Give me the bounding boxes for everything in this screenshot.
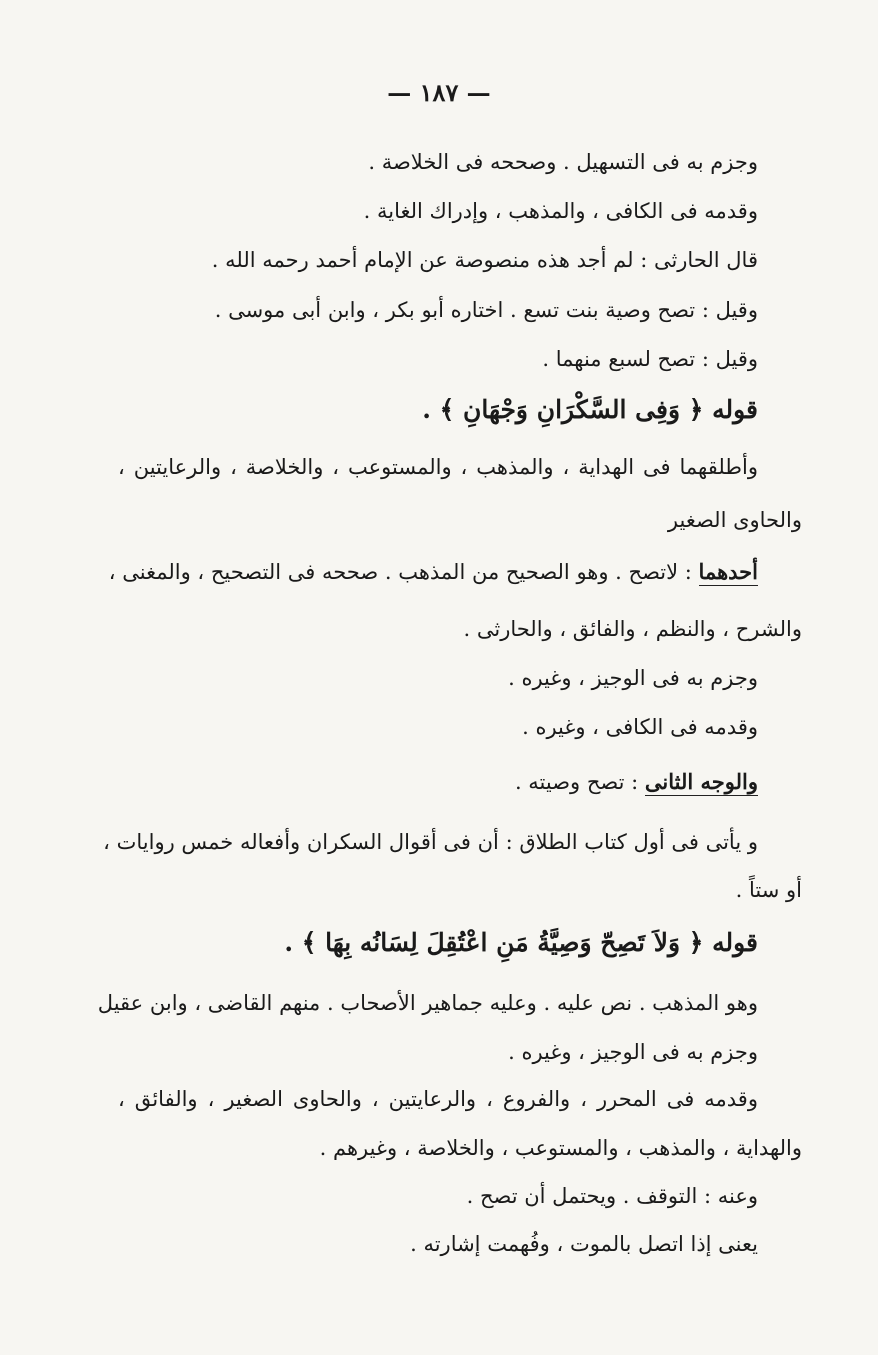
text-line-4: وقيل : تصح وصية بنت تسع . اختاره أبو بكر ، وابن أبى موسى . — [214, 298, 758, 322]
text-line-3: قال الحارثى : لم أجد هذه منصوصة عن الإمام أحمد رحمه الله . — [211, 248, 758, 272]
text-line-5: وقيل : تصح لسبع منهما . — [542, 347, 758, 371]
lead-term: أحدهما — [698, 559, 758, 584]
quote-heading-2: قوله ﴿ وَلاَ تَصِحّ وَصِيَّةُ مَنِ اعْتُقِلَ لِسَانُه بِهَا ﴾ . — [284, 928, 758, 957]
text-line-15: أو ستاً . — [735, 878, 802, 902]
text-line-13 — [120, 766, 758, 798]
text-line-7: وأطلقهما فى الهداية ، والمذهب ، والمستوعب ، والخلاصة ، والرعايتين ، — [118, 455, 758, 479]
text-line-17: وهو المذهب . نص عليه . وعليه جماهير الأصحاب . منهم القاضى ، وابن عقيل — [97, 991, 758, 1015]
text-line-19: وقدمه فى المحرر ، والفروع ، والرعايتين ، والحاوى الصغير ، والفائق ، — [118, 1087, 758, 1111]
text-line-10: والشرح ، والنظم ، والفائق ، والحارثى . — [463, 617, 802, 641]
quote-heading-1: قوله ﴿ وَفِى السَّكْرَانِ وَجْهَانِ ﴾ . — [422, 395, 758, 424]
lead-term: والوجه الثانى — [644, 769, 758, 794]
text-line-8: والحاوى الصغير — [667, 508, 802, 532]
text-line-11: وجزم به فى الوجيز ، وغيره . — [508, 666, 758, 690]
text-line-12: وقدمه فى الكافى ، وغيره . — [522, 715, 758, 739]
text-line-20: والهداية ، والمذهب ، والمستوعب ، والخلاصة ، وغيرهم . — [319, 1136, 802, 1160]
text-line-1: وجزم به فى التسهيل . وصححه فى الخلاصة . — [368, 150, 758, 174]
text-line-9 — [108, 556, 758, 588]
text-line-21: وعنه : التوقف . ويحتمل أن تصح . — [466, 1184, 758, 1208]
text-line-2: وقدمه فى الكافى ، والمذهب ، وإدراك الغاية . — [363, 199, 758, 223]
text-line-13-body: : تصح وصيته . — [514, 770, 645, 794]
text-line-9-body: : لاتصح . وهو الصحيح من المذهب . صححه فى التصحيح ، والمغنى ، — [108, 560, 699, 584]
text-line-18: وجزم به فى الوجيز ، وغيره . — [508, 1040, 758, 1064]
text-line-14: و يأتى فى أول كتاب الطلاق : أن فى أقوال السكران وأفعاله خمس روايات ، — [103, 830, 758, 854]
page-number: — ١٨٧ — — [387, 78, 491, 107]
text-line-22: يعنى إذا اتصل بالموت ، وفُهمت إشارته . — [410, 1232, 758, 1256]
